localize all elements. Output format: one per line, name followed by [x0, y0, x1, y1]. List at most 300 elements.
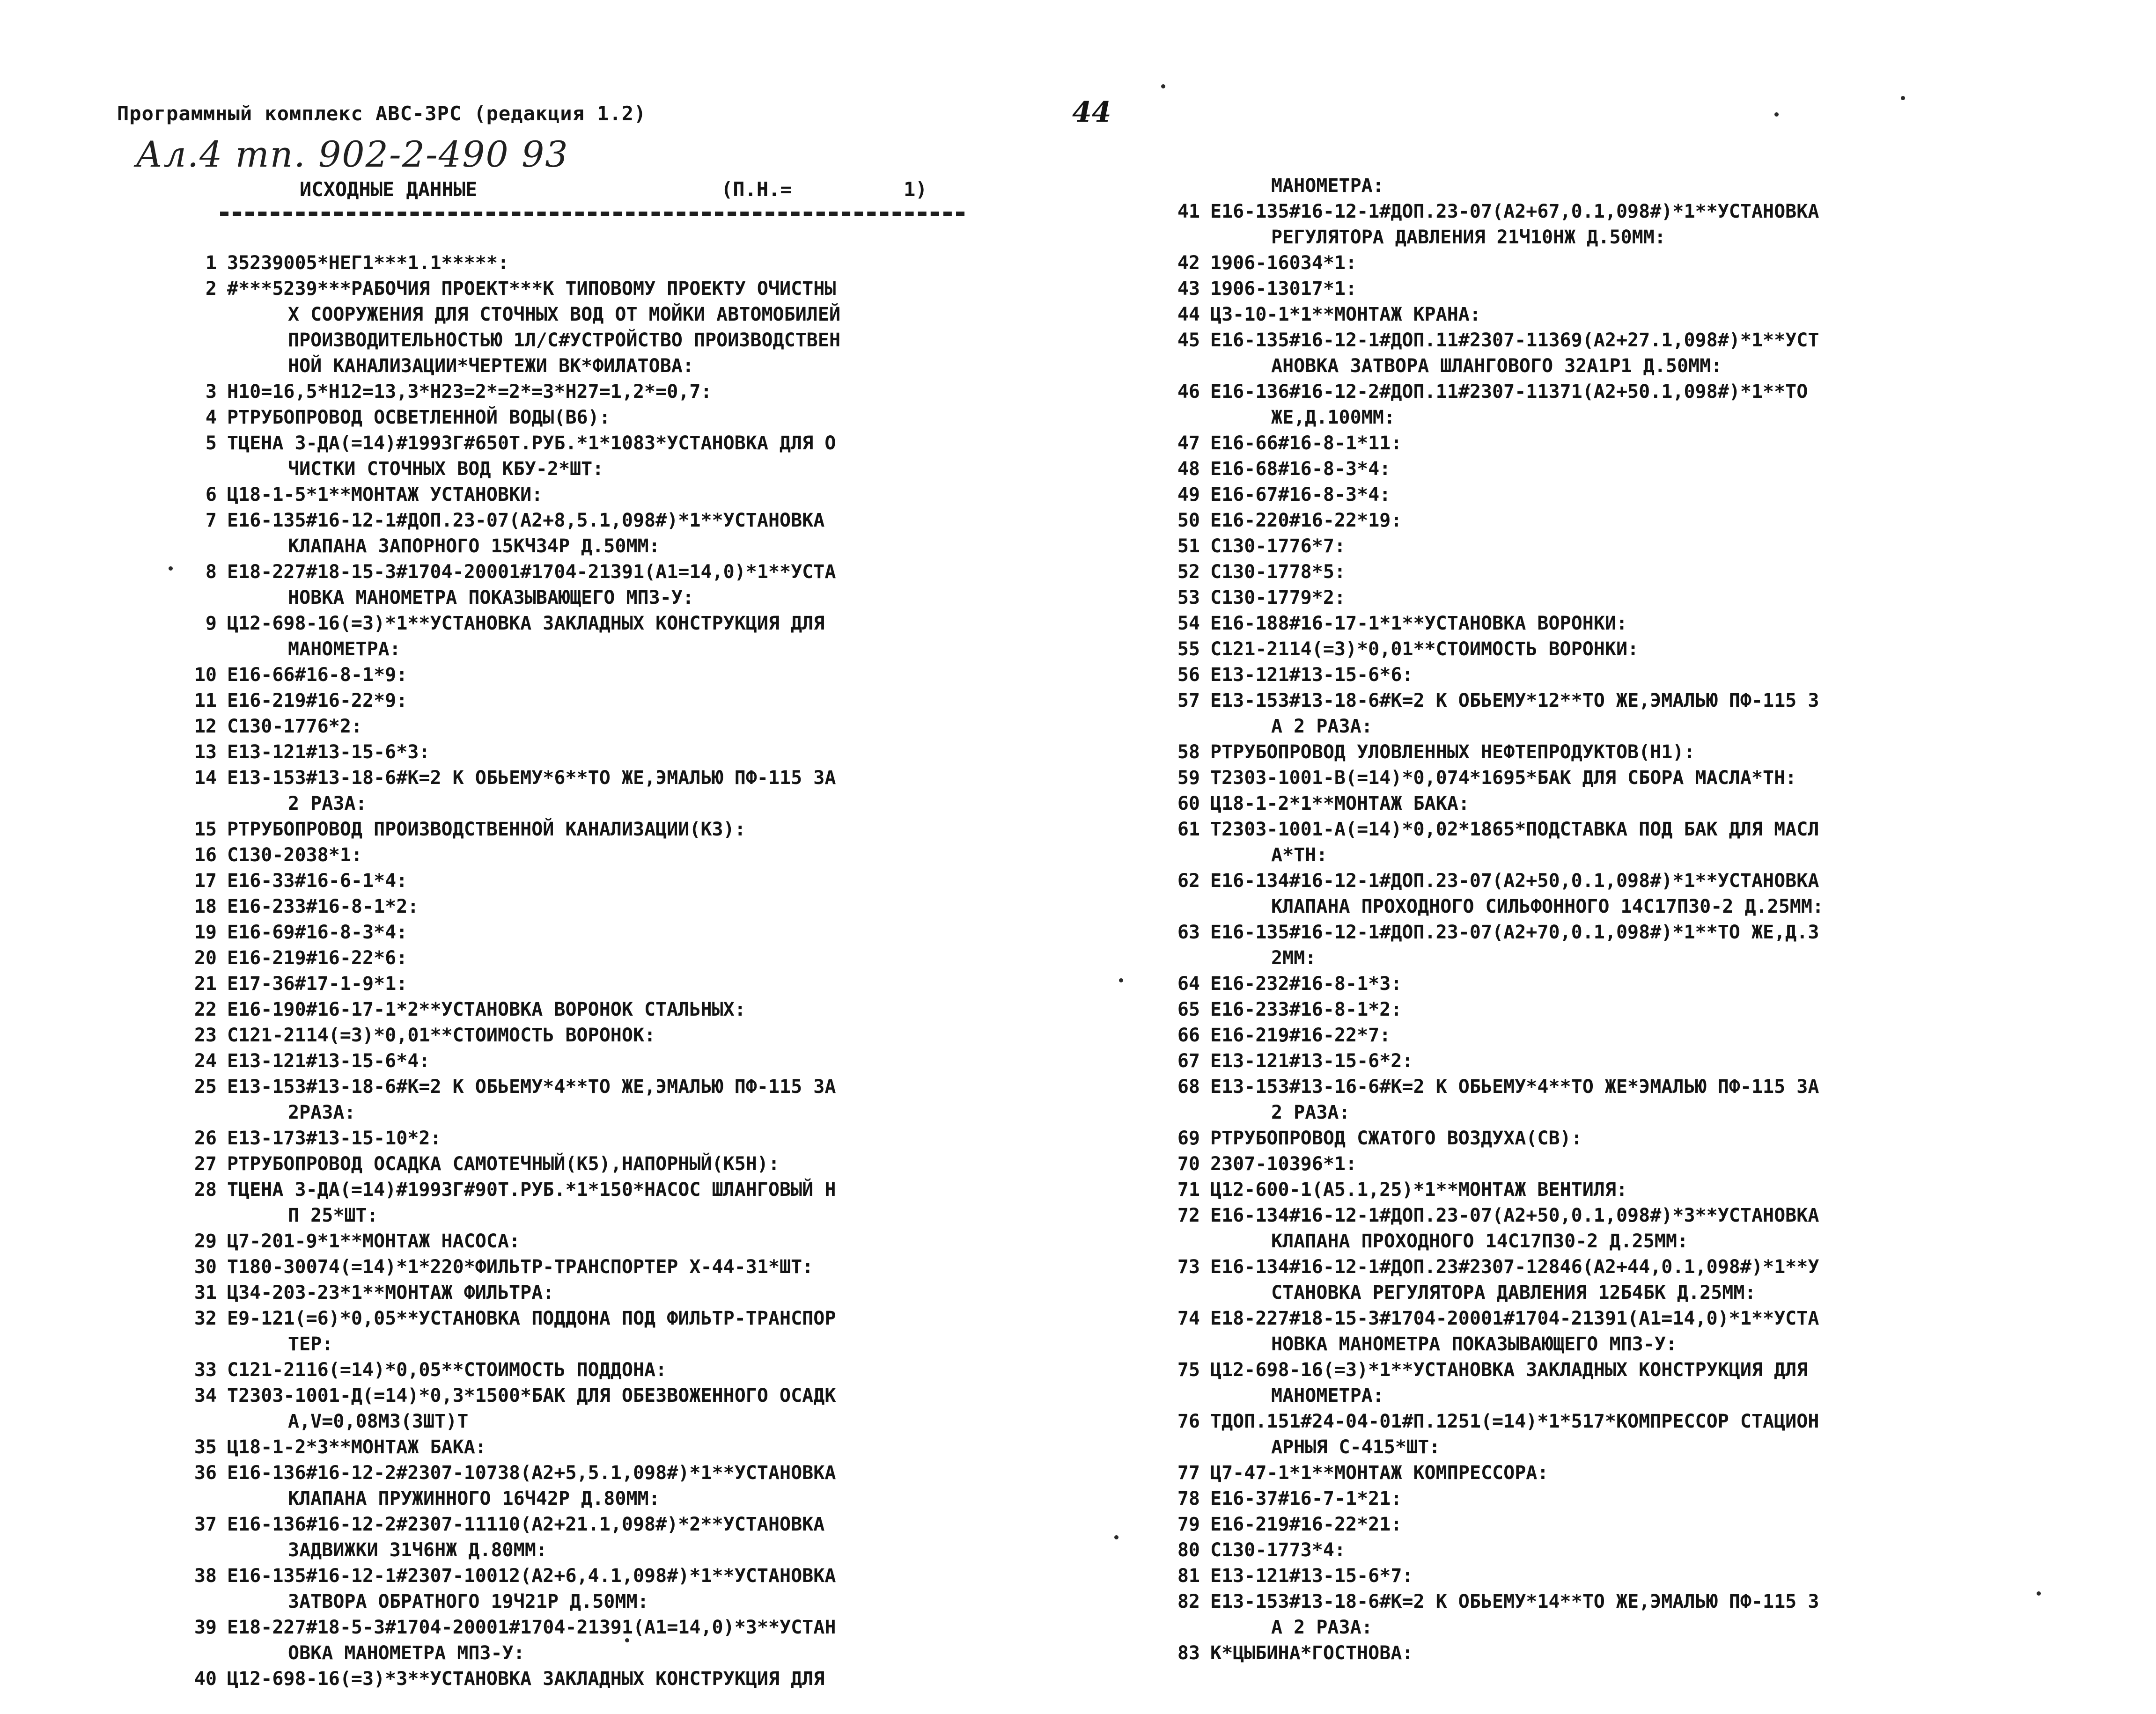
section-title: ИСХОДНЫЕ ДАННЫЕ [300, 178, 478, 201]
list-item-continuation [162, 534, 1065, 559]
entry-text: С130-1776*2: [227, 716, 362, 737]
entry-text: 1906-16034*1: [1210, 252, 1357, 274]
entry-text: А,V=0,08М3(ЗШТ)Т [288, 1411, 469, 1432]
entry-number: 42 [1177, 252, 1200, 274]
list-item [162, 1306, 1065, 1332]
entry-number: 33 [194, 1359, 217, 1381]
list-item [162, 250, 1065, 276]
entry-number: 50 [1177, 510, 1200, 531]
entry-text: С121-2114(=3)*0,01**СТОИМОСТЬ ВОРОНКИ: [1210, 638, 1639, 660]
entry-text: ТЦЕНА 3-ДА(=14)#1993Г#650Т.РУБ.*1*1083*УСТАНОВКА ДЛЯ О [227, 432, 836, 454]
list-item [162, 1126, 1065, 1151]
entry-text: Е16-190#16-17-1*2**УСТАНОВКА ВОРОНОК СТАЛЬНЫХ: [227, 999, 746, 1020]
entry-number: 41 [1177, 201, 1200, 222]
entry-number: 66 [1177, 1025, 1200, 1046]
entry-number: 15 [194, 819, 217, 840]
entry-text: Т2303-1001-А(=14)*0,02*1865*ПОДСТАВКА ПОД БАК ДЛЯ МАСЛ [1210, 819, 1819, 840]
list-item [162, 765, 1065, 791]
scan-speck [169, 566, 173, 571]
entry-number: 19 [194, 922, 217, 943]
entry-number: 25 [194, 1076, 217, 1098]
entry-number: 37 [194, 1514, 217, 1535]
entry-text: Е16-233#16-8-1*2: [1210, 999, 1402, 1020]
list-item-continuation [162, 1203, 1065, 1229]
entry-text: 2РАЗА: [288, 1102, 356, 1123]
list-item [162, 1177, 1065, 1203]
entry-number: 58 [1177, 741, 1200, 763]
entry-text: ТЦЕНА 3-ДА(=14)#1993Г#90Т.РУБ.*1*150*НАСОС ШЛАНГОВЫЙ Н [227, 1179, 836, 1201]
entry-text: НОВКА МАНОМЕТРА ПОКАЗЫВАЮЩЕГО МПЗ-У: [288, 587, 694, 608]
entry-text: Ц12-698-16(=3)*3**УСТАНОВКА ЗАКЛАДНЫХ КОНСТРУКЦИЯ ДЛЯ [227, 1668, 825, 1690]
entry-text: МАНОМЕТРА: [1271, 175, 1384, 197]
entry-text: А 2 РАЗА: [1271, 1617, 1373, 1638]
entry-text: Е16-66#16-8-1*11: [1210, 432, 1402, 454]
entry-text: КЛАПАНА ЗАПОРНОГО 15КЧ34Р Д.50ММ: [288, 535, 660, 557]
entry-number: 62 [1177, 870, 1200, 892]
entry-text: С130-1778*5: [1210, 561, 1346, 583]
entry-number: 47 [1177, 432, 1200, 454]
entry-text: РТРУБОПРОВОД ОСАДКА САМОТЕЧНЫЙ(К5),НАПОРНЫЙ(К5Н): [227, 1153, 780, 1175]
list-item [162, 817, 1065, 842]
entry-text: Е16-37#16-7-1*21: [1210, 1488, 1402, 1509]
entry-number: 38 [194, 1565, 217, 1587]
list-item [162, 1512, 1065, 1538]
list-item-continuation [162, 328, 1065, 353]
scan-speck [1119, 978, 1123, 982]
list-item [162, 920, 1065, 945]
list-item [162, 688, 1065, 714]
list-item [162, 431, 1065, 456]
list-item [1145, 302, 2090, 328]
list-item-continuation [162, 1589, 1065, 1615]
entry-text: 2 РАЗА: [288, 793, 367, 814]
list-item-continuation [1145, 945, 2090, 971]
list-item [162, 1048, 1065, 1074]
entry-text: С130-2038*1: [227, 844, 362, 866]
entry-text: П 25*ШТ: [288, 1205, 378, 1226]
list-item [1145, 817, 2090, 842]
list-item [1145, 482, 2090, 508]
entry-text: Ц12-698-16(=3)*1**УСТАНОВКА ЗАКЛАДНЫХ КОНСТРУКЦИЯ ДЛЯ [1210, 1359, 1808, 1381]
list-item [1145, 1486, 2090, 1512]
list-item [1145, 637, 2090, 662]
entry-text: Е9-121(=6)*0,05**УСТАНОВКА ПОДДОНА ПОД ФИЛЬТР-ТРАНСПОР [227, 1308, 836, 1329]
list-item [162, 482, 1065, 508]
entry-number: 36 [194, 1462, 217, 1484]
entry-number: 51 [1177, 535, 1200, 557]
right-column [1145, 173, 2090, 1666]
list-item [1145, 1151, 2090, 1177]
list-item [1145, 1641, 2090, 1666]
list-item-continuation [1145, 842, 2090, 868]
list-item [162, 1357, 1065, 1383]
entry-number: 43 [1177, 278, 1200, 300]
entry-text: Ц18-1-2*1**МОНТАЖ БАКА: [1210, 793, 1470, 814]
entry-number: 12 [194, 716, 217, 737]
entry-text: #***5239***РАБОЧИЯ ПРОЕКТ***К ТИПОВОМУ ПРОЕКТУ ОЧИСТНЫ [227, 278, 836, 300]
entry-text: Т2303-1001-В(=14)*0,074*1695*БАК ДЛЯ СБОРА МАСЛА*ТН: [1210, 767, 1797, 789]
entry-text: 35239005*НЕГ1***1.1*****: [227, 252, 509, 274]
list-item [1145, 456, 2090, 482]
entry-text: Ц18-1-2*3**МОНТАЖ БАКА: [227, 1436, 486, 1458]
list-item [162, 1435, 1065, 1460]
list-item [162, 1254, 1065, 1280]
list-item [1145, 1048, 2090, 1074]
entry-text: КЛАПАНА ПРУЖИННОГО 16Ч42Р Д.80ММ: [288, 1488, 660, 1509]
entry-number: 31 [194, 1282, 217, 1304]
list-item [1145, 868, 2090, 894]
entry-number: 21 [194, 973, 217, 995]
entry-text: Т180-30074(=14)*1*220*ФИЛЬТР-ТРАНСПОРТЕР Х-44-31*ШТ: [227, 1256, 814, 1278]
entry-number: 11 [194, 690, 217, 711]
entry-text: Н10=16,5*Н12=13,3*Н23=2*=2*=3*Н27=1,2*=0,7: [227, 381, 712, 403]
list-item-continuation [1145, 1383, 2090, 1409]
entry-text: СТАНОВКА РЕГУЛЯТОРА ДАВЛЕНИЯ 12Б4БК Д.25ММ: [1271, 1282, 1756, 1304]
entry-number: 73 [1177, 1256, 1200, 1278]
list-item-continuation [162, 1486, 1065, 1512]
list-item-continuation [162, 1538, 1065, 1563]
list-item [162, 1615, 1065, 1641]
entry-text: Е16-135#16-12-1#ДОП.23-07(А2+67,0.1,098#)*1**УСТАНОВКА [1210, 201, 1819, 222]
list-item-continuation [162, 353, 1065, 379]
entry-text: КЛАПАНА ПРОХОДНОГО СИЛЬФОННОГО 14С17П30-2 Д.25ММ: [1271, 896, 1824, 917]
entry-number: 3 [205, 381, 217, 403]
pn-label: (П.Н.= [721, 178, 792, 201]
entry-number: 63 [1177, 922, 1200, 943]
entry-text: Е13-121#13-15-6*7: [1210, 1565, 1413, 1587]
entry-text: 2307-10396*1: [1210, 1153, 1357, 1175]
entry-number: 61 [1177, 819, 1200, 840]
entry-text: Е13-153#13-16-6#К=2 К ОБЬЕМУ*4**ТО ЖЕ*ЭМАЛЬЮ ПФ-115 ЗА [1210, 1076, 1819, 1098]
entry-text: Е13-153#13-18-6#К=2 К ОБЬЕМУ*12**ТО ЖЕ,ЭМАЛЬЮ ПФ-115 З [1210, 690, 1819, 711]
list-item [162, 740, 1065, 765]
entry-text: А*ТН: [1271, 844, 1328, 866]
entry-text: Ц12-600-1(А5.1,25)*1**МОНТАЖ ВЕНТИЛЯ: [1210, 1179, 1628, 1201]
entry-text: Е16-219#16-22*6: [227, 947, 408, 969]
entry-number: 45 [1177, 330, 1200, 351]
entry-text: Ц7-47-1*1**МОНТАЖ КОМПРЕССОРА: [1210, 1462, 1549, 1484]
list-item [162, 662, 1065, 688]
entry-number: 34 [194, 1385, 217, 1406]
entry-text: Е16-233#16-8-1*2: [227, 896, 419, 917]
entry-text: Е13-121#13-15-6*4: [227, 1050, 430, 1072]
entry-text: Е13-173#13-15-10*2: [227, 1128, 442, 1149]
entry-text: ЧИСТКИ СТОЧНЫХ ВОД КБУ-2*ШТ: [288, 458, 604, 480]
list-item [1145, 997, 2090, 1023]
list-item-continuation [1145, 225, 2090, 250]
list-item [1145, 1254, 2090, 1280]
list-item [162, 1023, 1065, 1048]
entry-text: Е16-220#16-22*19: [1210, 510, 1402, 531]
handwritten-reference: Ал.4 тп. 902-2-490 93 [136, 133, 569, 175]
entry-number: 39 [194, 1617, 217, 1638]
scan-speck [1901, 96, 1905, 100]
list-item [1145, 559, 2090, 585]
entry-text: ЗАДВИЖКИ 31Ч6НЖ Д.80ММ: [288, 1539, 547, 1561]
entry-number: 81 [1177, 1565, 1200, 1587]
list-item [1145, 791, 2090, 817]
list-item [162, 1666, 1065, 1692]
entry-number: 49 [1177, 484, 1200, 505]
entry-number: 54 [1177, 613, 1200, 634]
entry-text: Е16-135#16-12-1#ДОП.11#2307-11369(А2+27.1,098#)*1**УСТ [1210, 330, 1819, 351]
entry-text: РТРУБОПРОВОД ПРОИЗВОДСТВЕННОЙ КАНАЛИЗАЦИИ(К3): [227, 819, 746, 840]
entry-number: 72 [1177, 1205, 1200, 1226]
entry-number: 28 [194, 1179, 217, 1201]
list-item-continuation [1145, 173, 2090, 199]
list-item-continuation [162, 1332, 1065, 1357]
entry-number: 32 [194, 1308, 217, 1329]
list-item [162, 379, 1065, 405]
list-item-continuation [1145, 894, 2090, 920]
entry-number: 27 [194, 1153, 217, 1175]
program-header: Программный комплекс АВС-3РС (редакция 1.2) [117, 102, 647, 125]
entry-text: Е18-227#18-15-3#1704-20001#1704-21391(А1=14,0)*1**УСТА [1210, 1308, 1819, 1329]
entry-number: 67 [1177, 1050, 1200, 1072]
entry-number: 53 [1177, 587, 1200, 608]
left-column [162, 250, 1065, 1692]
list-item [162, 945, 1065, 971]
list-item [1145, 250, 2090, 276]
entry-number: 52 [1177, 561, 1200, 583]
entry-number: 68 [1177, 1076, 1200, 1098]
list-item-continuation [162, 585, 1065, 611]
entry-text: Е16-135#16-12-1#2307-10012(А2+6,4.1,098#)*1**УСТАНОВКА [227, 1565, 836, 1587]
scan-speck [1161, 84, 1165, 88]
entry-number: 76 [1177, 1411, 1200, 1432]
entry-text: С130-1773*4: [1210, 1539, 1346, 1561]
list-item [1145, 662, 2090, 688]
entry-number: 16 [194, 844, 217, 866]
list-item-continuation [162, 637, 1065, 662]
list-item-continuation [1145, 1435, 2090, 1460]
list-item [1145, 1409, 2090, 1435]
list-item [162, 1383, 1065, 1409]
entry-number: 17 [194, 870, 217, 892]
list-item [1145, 740, 2090, 765]
list-item-continuation [162, 791, 1065, 817]
entry-number: 9 [205, 613, 217, 634]
list-item [162, 611, 1065, 637]
list-item [1145, 585, 2090, 611]
entry-number: 10 [194, 664, 217, 686]
list-item [1145, 688, 2090, 714]
entry-text: Е16-134#16-12-1#ДОП.23-07(А2+50,0.1,098#)*1**УСТАНОВКА [1210, 870, 1819, 892]
scan-speck [1114, 1535, 1118, 1539]
list-item [1145, 1589, 2090, 1615]
entry-text: ТЕР: [288, 1333, 333, 1355]
entry-text: Е16-219#16-22*9: [227, 690, 408, 711]
entry-text: Ц18-1-5*1**МОНТАЖ УСТАНОВКИ: [227, 484, 543, 505]
list-item-continuation [1145, 1332, 2090, 1357]
list-item [1145, 199, 2090, 225]
entry-number: 40 [194, 1668, 217, 1690]
list-item-continuation [1145, 1100, 2090, 1126]
entry-number: 2 [205, 278, 217, 300]
pn-value: 1) [904, 178, 927, 201]
list-item [1145, 920, 2090, 945]
entry-text: Е16-134#16-12-1#ДОП.23-07(А2+50,0.1,098#)*3**УСТАНОВКА [1210, 1205, 1819, 1226]
list-item-continuation [162, 302, 1065, 328]
scan-speck [2037, 1591, 2041, 1596]
entry-text: КЛАПАНА ПРОХОДНОГО 14С17П30-2 Д.25ММ: [1271, 1231, 1689, 1252]
entry-text: Х СООРУЖЕНИЯ ДЛЯ СТОЧНЫХ ВОД ОТ МОЙКИ АВТОМОБИЛЕЙ [288, 304, 841, 325]
entry-text: Е16-67#16-8-3*4: [1210, 484, 1391, 505]
entry-text: Е18-227#18-5-3#1704-20001#1704-21391(А1=14,0)*3**УСТАН [227, 1617, 836, 1638]
entry-text: МАНОМЕТРА: [288, 638, 401, 660]
entry-text: С121-2114(=3)*0,01**СТОИМОСТЬ ВОРОНОК: [227, 1025, 656, 1046]
entry-text: МАНОМЕТРА: [1271, 1385, 1384, 1406]
entry-text: Е18-227#18-15-3#1704-20001#1704-21391(А1=14,0)*1**УСТА [227, 561, 836, 583]
entry-text: ЖЕ,Д.100ММ: [1271, 407, 1395, 428]
entry-text: 2 РАЗА: [1271, 1102, 1350, 1123]
entry-number: 70 [1177, 1153, 1200, 1175]
entry-number: 14 [194, 767, 217, 789]
entry-text: Ц3-10-1*1**МОНТАЖ КРАНА: [1210, 304, 1481, 325]
entry-number: 35 [194, 1436, 217, 1458]
entry-number: 75 [1177, 1359, 1200, 1381]
list-item [162, 997, 1065, 1023]
entry-text: Е16-134#16-12-1#ДОП.23#2307-12846(А2+44,0.1,098#)*1**У [1210, 1256, 1819, 1278]
entry-number: 77 [1177, 1462, 1200, 1484]
entry-text: Ц34-203-23*1**МОНТАЖ ФИЛЬТРА: [227, 1282, 554, 1304]
list-item [1145, 276, 2090, 302]
entry-text: Е16-136#16-12-2#2307-11110(А2+21.1,098#)*2**УСТАНОВКА [227, 1514, 825, 1535]
entry-number: 55 [1177, 638, 1200, 660]
list-item [162, 1074, 1065, 1100]
list-item [1145, 1512, 2090, 1538]
entry-number: 24 [194, 1050, 217, 1072]
entry-text: РТРУБОПРОВОД УЛОВЛЕННЫХ НЕФТЕПРОДУКТОВ(Н1): [1210, 741, 1695, 763]
entry-number: 26 [194, 1128, 217, 1149]
list-item [1145, 508, 2090, 534]
entry-number: 20 [194, 947, 217, 969]
list-item-continuation [1145, 1280, 2090, 1306]
entry-text: ОВКА МАНОМЕТРА МПЗ-У: [288, 1642, 525, 1664]
entry-number: 30 [194, 1256, 217, 1278]
entry-number: 79 [1177, 1514, 1200, 1535]
entry-number: 29 [194, 1231, 217, 1252]
entry-text: АРНЫЯ С-415*ШТ: [1271, 1436, 1441, 1458]
entry-number: 71 [1177, 1179, 1200, 1201]
list-item [1145, 971, 2090, 997]
entry-number: 65 [1177, 999, 1200, 1020]
list-item-continuation [162, 456, 1065, 482]
list-item [162, 894, 1065, 920]
entry-text: К*ЦЫБИНА*ГОСТНОВА: [1210, 1642, 1413, 1664]
list-item-continuation [162, 1100, 1065, 1126]
entry-number: 8 [205, 561, 217, 583]
list-item-continuation [1145, 405, 2090, 431]
list-item [162, 971, 1065, 997]
list-item [162, 559, 1065, 585]
list-item [162, 276, 1065, 302]
entry-number: 56 [1177, 664, 1200, 686]
entry-number: 6 [205, 484, 217, 505]
entry-text: 1906-13017*1: [1210, 278, 1357, 300]
entry-number: 48 [1177, 458, 1200, 480]
entry-number: 60 [1177, 793, 1200, 814]
list-item [1145, 1563, 2090, 1589]
entry-text: Е13-153#13-18-6#К=2 К ОБЬЕМУ*6**ТО ЖЕ,ЭМАЛЬЮ ПФ-115 ЗА [227, 767, 836, 789]
list-item [162, 1280, 1065, 1306]
entry-text: НОЙ КАНАЛИЗАЦИИ*ЧЕРТЕЖИ ВК*ФИЛАТОВА: [288, 355, 694, 377]
entry-text: С130-1776*7: [1210, 535, 1346, 557]
list-item [162, 714, 1065, 740]
entry-number: 57 [1177, 690, 1200, 711]
entry-number: 46 [1177, 381, 1200, 403]
entry-text: Е16-136#16-12-2#ДОП.11#2307-11371(А2+50.1,098#)*1**ТО [1210, 381, 1808, 403]
list-item [1145, 379, 2090, 405]
list-item [162, 1151, 1065, 1177]
list-item [1145, 1177, 2090, 1203]
entry-number: 13 [194, 741, 217, 763]
entry-number: 5 [205, 432, 217, 454]
list-item-continuation [1145, 353, 2090, 379]
list-item [1145, 534, 2090, 559]
entry-text: РЕГУЛЯТОРА ДАВЛЕНИЯ 21Ч10НЖ Д.50ММ: [1271, 227, 1666, 248]
entry-text: Е17-36#17-1-9*1: [227, 973, 408, 995]
list-item [1145, 1538, 2090, 1563]
entry-text: РТРУБОПРОВОД ОСВЕТЛЕННОЙ ВОДЫ(В6): [227, 407, 611, 428]
entry-text: Ц7-201-9*1**МОНТАЖ НАСОСА: [227, 1231, 521, 1252]
entry-text: А 2 РАЗА: [1271, 716, 1373, 737]
entry-number: 44 [1177, 304, 1200, 325]
entry-number: 69 [1177, 1128, 1200, 1149]
list-item [162, 1563, 1065, 1589]
page-number: 44 [1072, 96, 1111, 129]
list-item [1145, 1074, 2090, 1100]
entry-number: 64 [1177, 973, 1200, 995]
entry-text: С121-2116(=14)*0,05**СТОИМОСТЬ ПОДДОНА: [227, 1359, 667, 1381]
list-item [1145, 1203, 2090, 1229]
entry-text: 2ММ: [1271, 947, 1317, 969]
entry-number: 7 [205, 510, 217, 531]
entry-text: Е13-121#13-15-6*6: [1210, 664, 1413, 686]
entry-text: Е16-135#16-12-1#ДОП.23-07(А2+70,0.1,098#)*1**ТО ЖЕ,Д.3 [1210, 922, 1819, 943]
scan-speck [1774, 112, 1779, 117]
entry-number: 83 [1177, 1642, 1200, 1664]
entry-text: Е16-68#16-8-3*4: [1210, 458, 1391, 480]
entry-text: Е16-232#16-8-1*3: [1210, 973, 1402, 995]
entry-text: Е16-66#16-8-1*9: [227, 664, 408, 686]
entry-text: НОВКА МАНОМЕТРА ПОКАЗЫВАЮЩЕГО МПЗ-У: [1271, 1333, 1677, 1355]
entry-text: Е13-153#13-18-6#К=2 К ОБЬЕМУ*4**ТО ЖЕ,ЭМАЛЬЮ ПФ-115 ЗА [227, 1076, 836, 1098]
entry-text: С130-1779*2: [1210, 587, 1346, 608]
entry-number: 80 [1177, 1539, 1200, 1561]
entry-text: Е16-136#16-12-2#2307-10738(А2+5,5.1,098#)*1**УСТАНОВКА [227, 1462, 836, 1484]
list-item [1145, 328, 2090, 353]
list-item [1145, 611, 2090, 637]
entry-text: РТРУБОПРОВОД СЖАТОГО ВОЗДУХА(СВ): [1210, 1128, 1582, 1149]
list-item-continuation [1145, 1615, 2090, 1641]
list-item [162, 405, 1065, 431]
scan-speck [625, 1638, 629, 1642]
list-item [1145, 765, 2090, 791]
list-item [1145, 1357, 2090, 1383]
list-item [162, 842, 1065, 868]
entry-text: Е16-188#16-17-1*1**УСТАНОВКА ВОРОНКИ: [1210, 613, 1628, 634]
list-item [162, 868, 1065, 894]
entry-text: ТДОП.151#24-04-01#П.1251(=14)*1*517*КОМПРЕССОР СТАЦИОН [1210, 1411, 1819, 1432]
list-item [162, 1229, 1065, 1254]
entry-text: Т2303-1001-Д(=14)*0,3*1500*БАК ДЛЯ ОБЕЗВОЖЕННОГО ОСАДК [227, 1385, 836, 1406]
list-item [162, 1460, 1065, 1486]
entry-text: ЗАТВОРА ОБРАТНОГО 19Ч21Р Д.50ММ: [288, 1591, 649, 1612]
entry-number: 78 [1177, 1488, 1200, 1509]
entry-number: 4 [205, 407, 217, 428]
entry-number: 1 [205, 252, 217, 274]
